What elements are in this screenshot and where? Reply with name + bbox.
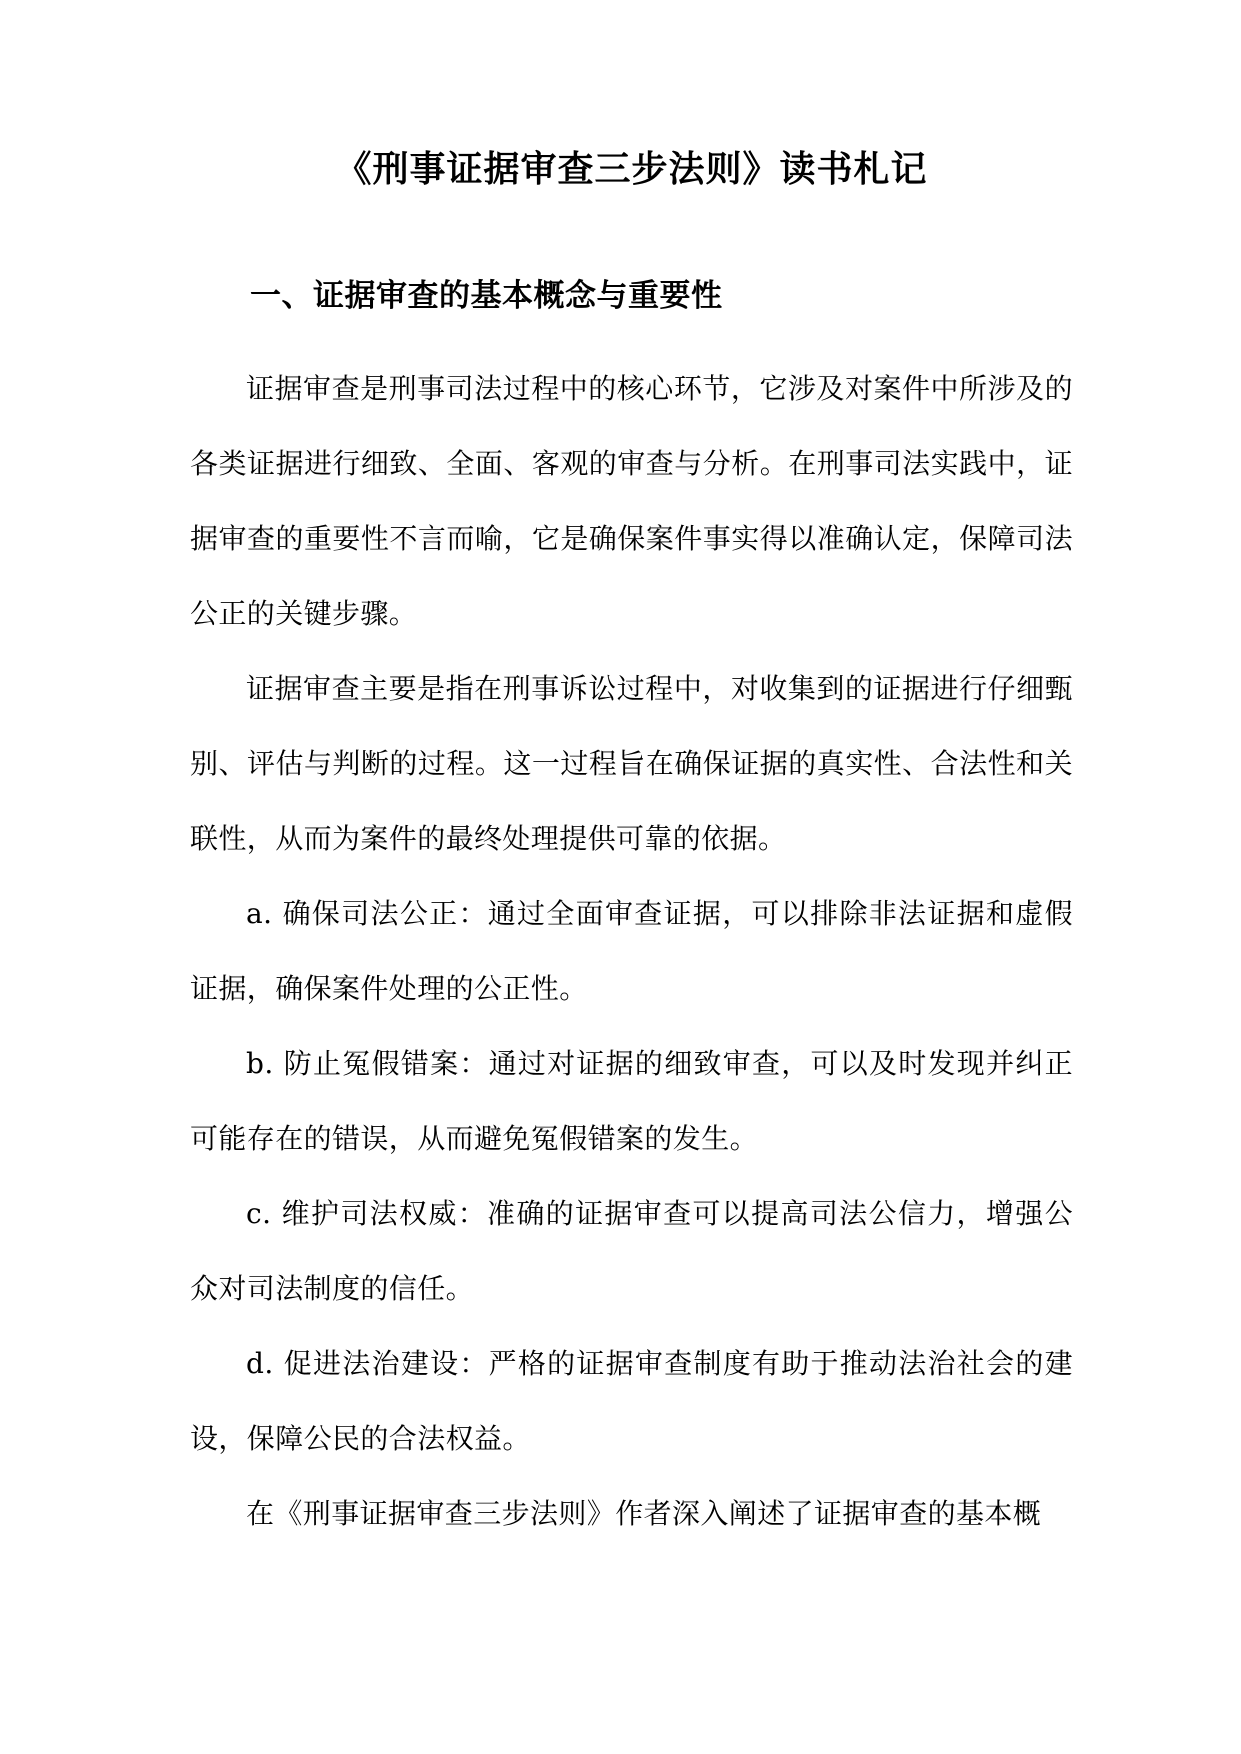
list-item-a: a. 确保司法公正：通过全面审查证据，可以排除非法证据和虚假证据，确保案件处理的公正性。 bbox=[190, 897, 1073, 1005]
list-item-d: d. 促进法治建设：严格的证据审查制度有助于推动法治社会的建设，保障公民的合法权益。 bbox=[190, 1347, 1073, 1455]
paragraph-closing-truncated: 在《刑事证据审查三步法则》作者深入阐述了证据审查的基本概 bbox=[246, 1497, 1042, 1530]
list-item-c: c. 维护司法权威：准确的证据审查可以提高司法公信力，增强公众对司法制度的信任。 bbox=[190, 1197, 1073, 1305]
document-title: 《刑事证据审查三步法则》读书札记 bbox=[335, 149, 928, 190]
paragraph-intro: 证据审查是刑事司法过程中的核心环节，它涉及对案件中所涉及的各类证据进行细致、全面、客观的审查与分析。在刑事司法实践中，证据审查的重要性不言而喻，它是确保案件事实得以准确认定，保障司法公正的关键步骤。 bbox=[190, 372, 1073, 630]
paragraph-definition: 证据审查主要是指在刑事诉讼过程中，对收集到的证据进行仔细甄别、评估与判断的过程。这一过程旨在确保证据的真实性、合法性和关联性，从而为案件的最终处理提供可靠的依据。 bbox=[190, 672, 1073, 855]
list-item-b: b. 防止冤假错案：通过对证据的细致审查，可以及时发现并纠正可能存在的错误，从而避免冤假错案的发生。 bbox=[190, 1047, 1073, 1155]
section-heading: 一、证据审查的基本概念与重要性 bbox=[250, 278, 723, 314]
